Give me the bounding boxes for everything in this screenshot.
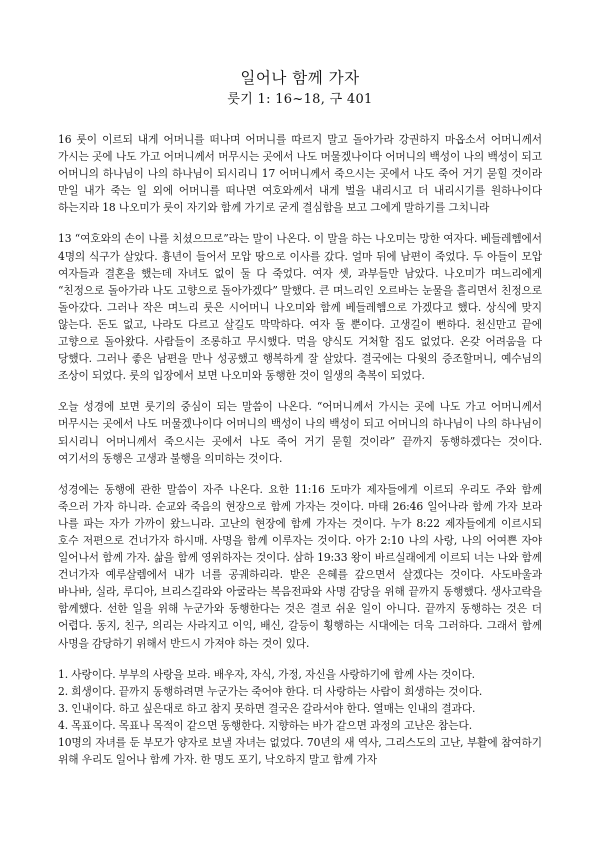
- body-paragraph: 성경에는 동행에 관한 말씀이 자주 나온다. 요한 11:16 도마가 제자들에게 이르되 우리도 주와 함께 죽으러 가자 하니라. 순교와 죽음의 현장으로 함께 가자는 것이다. 마태 26:46 일어나라 함께 가자 보라 나를 파는 자가 가까이 왔느니라. 고난의 현장에 함께 가자는 것이다. 누가 8:22 제자들에게 이르시되 호수 저편으로 건너가자 하시매. 사명을 함께 이루자는 것이다. 아가 2:10 나의 사랑, 나의 어여쁜 자야 일어나서 함께 가자. 삶을 함께 영위하자는 것이다. 삼하 19:33 왕이 바르실래에게 이르되 너는 나와 함께 건너가자 예루살렘에서 내가 너를 공궤하리라. 받은 은혜를 갚으면서 살겠다는 것이다. 사도바울과 바나바, 실라, 루디아, 브리스길라와 아굴라는 복음전파와 사명 감당을 위해 끝까지 동행했다. 생사고락을 함께했다. 선한 일을 위해 누군가와 동행한다는 것은 결코 쉬운 일이 아니다. 끝까지 동행하는 것은 더 어렵다. 동지, 친구, 의리는 사라지고 이익, 배신, 갈등이 횡행하는 시대에는 더욱 그러하다. 그래서 함께 사명을 감당하기 위해서 반드시 가져야 하는 것이 있다.: [58, 482, 542, 650]
- body-paragraph: 오늘 성경에 보면 룻기의 중심이 되는 말씀이 나온다. “어머니께서 가시는 곳에 나도 가고 어머니께서 머무시는 곳에서 나도 머물겠나이다 어머니의 백성이 나의 백성이 되고 어머니의 하나님이 나의 하나님이 되시리니 어머니께서 죽으시는 곳에서 나도 죽어 거기 묻힐 것이라” 끝까지 동행하겠다는 것이다. 여기서의 동행은 고생과 불행을 의미하는 것이다.: [58, 400, 542, 465]
- list-item: 4. 목표이다. 목표나 목적이 같으면 동행한다. 지향하는 바가 같으면 과정의 고난은 참는다.: [58, 718, 473, 732]
- list-item: 1. 사랑이다. 부부의 사랑을 보라. 배우자, 자식, 가정, 자신을 사랑하기에 함께 사는 것이다.: [58, 667, 475, 681]
- scripture-paragraph: 16 룻이 이르되 내게 어머니를 떠나며 어머니를 따르지 말고 돌아가라 강권하지 마옵소서 어머니께서 가시는 곳에 나도 가고 어머니께서 머무시는 곳에서 나도 머물겠나이다 어머니의 백성이 나의 백성이 되고 어머니의 하나님이 나의 하나님이 되시리니 17 어머니께서 죽으시는 곳에서 나도 죽어 거기 묻힐 것이라 만일 내가 죽는 일 외에 어머니를 떠나면 여호와께서 내게 벌을 내리시고 더 내리시기를 원하나이다 하는지라 18 나오미가 룻이 자기와 함께 가기로 굳게 결심함을 보고 그에게 말하기를 그치니라: [58, 133, 542, 215]
- list-item: 2. 희생이다. 끝까지 동행하려면 누군가는 죽어야 한다. 더 사랑하는 사람이 희생하는 것이다.: [58, 684, 483, 698]
- body-paragraph: 13 “여호와의 손이 나를 치셨으므로”라는 말이 나온다. 이 말을 하는 나오미는 망한 여자다. 베들레헴에서 4명의 식구가 살았다. 흉년이 들어서 모압 땅으로 이사를 갔다. 얼마 뒤에 남편이 죽었다. 두 아들이 모압 여자들과 결혼을 했는데 자녀도 없이 둘 다 죽었다. 여자 셋, 과부들만 남았다. 나오미가 며느리에게 “친정으로 돌아가라 나도 고향으로 돌아가겠다” 말했다. 큰 며느리인 오르바는 눈물을 흘리면서 친정으로 돌아갔다. 그러나 작은 며느리 룻은 시어머니 나오미와 함께 베들레헴으로 가겠다고 했다. 상식에 맞지 않는다. 돈도 없고, 나라도 다르고 살길도 막막하다. 여자 둘 뿐이다. 고생길이 뻔하다. 천신만고 끝에 고향으로 돌아왔다. 사람들이 조롱하고 무시했다. 먹을 양식도 거처할 집도 없었다. 온갖 어려움을 다 당했다. 그러나 좋은 남편을 만나 성공했고 행복하게 잘 살았다. 결국에는 다윗의 증조할머니, 예수님의 조상이 되었다. 룻의 입장에서 보면 나오미와 동행한 것이 일생의 축복이 되었다.: [58, 232, 542, 383]
- closing-paragraph: 10명의 자녀를 둔 부모가 양자로 보낼 자녀는 없었다. 70년의 새 역사, 그리스도의 고난, 부활에 참여하기 위해 우리도 일어나 함께 가자. 한 명도 포기, 낙오하지 말고 함께 가자: [58, 736, 542, 767]
- list-item: 3. 인내이다. 하고 싶은대로 하고 참지 못하면 결국은 갈라서야 한다. 열매는 인내의 결과다.: [58, 701, 476, 715]
- document-title: 일어나 함께 가자: [240, 69, 360, 87]
- scripture-reference: 룻기 1: 16~18, 구 401: [227, 92, 373, 107]
- points-list: [58, 666, 542, 769]
